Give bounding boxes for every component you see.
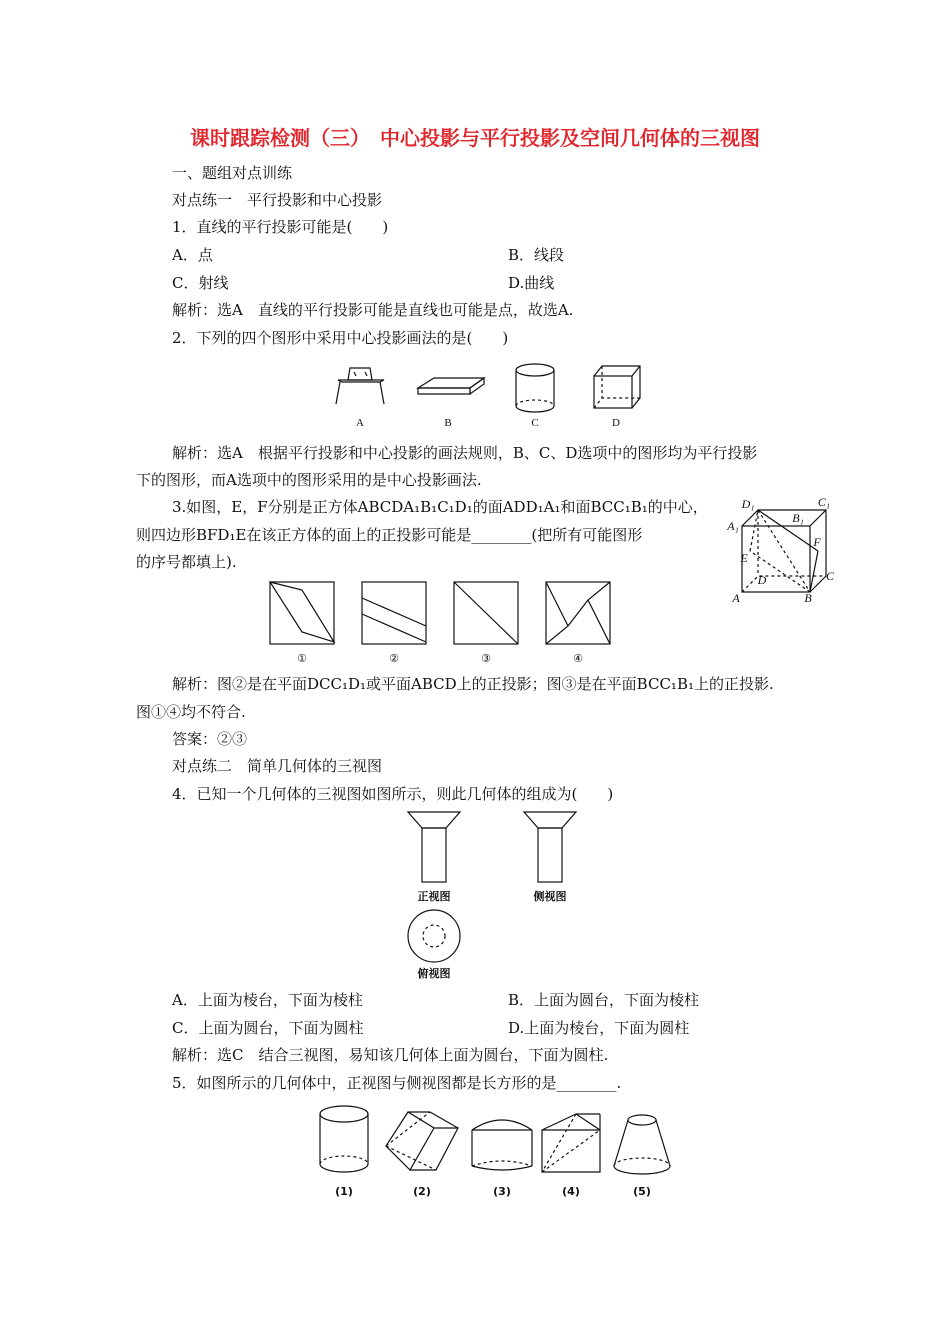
q2-figure-a — [336, 368, 384, 404]
q3-answer: 答案：②③ — [172, 730, 248, 748]
solid-label-5: (5) — [633, 1185, 651, 1198]
q1-option-a: A．点 — [172, 246, 213, 264]
view-label-top: 俯视图 — [417, 967, 451, 980]
q3-projection-figures — [268, 580, 618, 670]
cube-label-c: C — [825, 569, 835, 583]
q4-option-c: C．上面为圆台，下面为圆柱 — [172, 1019, 364, 1037]
proj-label-2: ② — [389, 653, 399, 665]
drill-heading-2: 对点练二 简单几何体的三视图 — [172, 757, 383, 775]
view-label-front: 正视图 — [417, 890, 451, 903]
q2-label-c: C — [531, 417, 539, 429]
q2-figure-b — [418, 378, 484, 394]
q3-cube-figure — [724, 494, 840, 606]
cube-label-a: A — [732, 591, 740, 605]
q1-option-d: D.曲线 — [508, 274, 555, 292]
proj-label-1: ① — [297, 653, 307, 665]
projection-2 — [362, 582, 426, 644]
solid-2-prism — [386, 1112, 458, 1170]
q4-analysis: 解析：选C 结合三视图，易知该几何体上面为圆台，下面为圆柱. — [172, 1046, 609, 1064]
cube-label-b: B — [804, 591, 812, 605]
q4-option-a: A．上面为棱台，下面为棱柱 — [172, 991, 363, 1009]
q1-option-b: B．线段 — [508, 246, 565, 264]
view-label-side: 侧视图 — [533, 890, 567, 903]
solid-label-4: (4) — [562, 1185, 580, 1198]
solid-1-cylinder — [320, 1106, 368, 1172]
q3-stem-1: 3.如图，E，F分别是正方体ABCDA₁B₁C₁D₁的面ADD₁A₁和面BCC₁B₁的中心， — [172, 498, 708, 516]
cube-label-a1: A₁ — [727, 519, 739, 533]
projection-1 — [270, 582, 334, 644]
q1-analysis: 解析：选A 直线的平行投影可能是直线也可能是点，故选A. — [172, 301, 574, 319]
projection-4 — [546, 582, 610, 644]
section-heading: 一、题组对点训练 — [172, 164, 293, 182]
q3-stem-3: 的序号都填上). — [136, 553, 237, 571]
q3-analysis-2: 图①④均不符合. — [136, 703, 246, 721]
q4-option-b: B．上面为圆台，下面为棱柱 — [508, 991, 700, 1009]
solid-3-half-cylinder — [472, 1120, 532, 1170]
solid-label-2: (2) — [413, 1185, 431, 1198]
drill-heading-1: 对点练一 平行投影和中心投影 — [172, 191, 383, 209]
q2-figure-c — [516, 364, 554, 412]
q2-figures — [330, 358, 670, 432]
q3-stem-2: 则四边形BFD₁E在该正方体的面上的正投影可能是________(把所有可能图形 — [136, 526, 643, 544]
q1-stem: 1．直线的平行投影可能是( ) — [172, 218, 389, 236]
q5-stem: 5．如图所示的几何体中，正视图与侧视图都是长方形的是________. — [172, 1074, 622, 1092]
projection-3 — [454, 582, 518, 644]
proj-label-3: ③ — [481, 653, 491, 665]
q2-stem: 2．下列的四个图形中采用中心投影画法的是( ) — [172, 329, 509, 347]
q2-analysis-2: 下的图形，而A选项中的图形采用的是中心投影画法. — [136, 471, 482, 489]
cube-label-e: E — [740, 551, 748, 565]
q2-figure-d — [594, 366, 640, 408]
cube-label-b1: B₁ — [792, 511, 804, 525]
solid-label-1: (1) — [335, 1185, 353, 1198]
page-title: 课时跟踪检测（三） 中心投影与平行投影及空间几何体的三视图 — [190, 126, 760, 150]
q2-analysis-1: 解析：选A 根据平行投影和中心投影的画法规则，B、C、D选项中的图形均为平行投影 — [172, 444, 758, 462]
cube-label-d: D — [757, 573, 767, 587]
q3-analysis-1: 解析：图②是在平面DCC₁D₁或平面ABCD上的正投影；图③是在平面BCC₁B₁上的正投影. — [172, 675, 774, 693]
q5-solids — [306, 1100, 686, 1204]
q2-label-a: A — [356, 417, 364, 429]
cube-label-d1: D₁ — [741, 497, 755, 511]
proj-label-4: ④ — [573, 653, 583, 665]
front-view — [408, 812, 460, 882]
solid-label-3: (3) — [493, 1185, 511, 1198]
solid-4-wedge — [542, 1114, 600, 1172]
q2-label-d: D — [612, 417, 620, 429]
q4-option-d: D.上面为棱台，下面为圆柱 — [508, 1019, 690, 1037]
q2-label-b: B — [444, 417, 452, 429]
q4-stem: 4．已知一个几何体的三视图如图所示，则此几何体的组成为( ) — [172, 785, 614, 803]
cube-label-f: F — [813, 535, 821, 549]
side-view — [524, 812, 576, 882]
solid-5-frustum — [614, 1115, 670, 1174]
top-view — [408, 910, 460, 962]
q4-three-views — [400, 810, 590, 980]
cube-label-c1: C₁ — [817, 495, 831, 509]
q1-option-c: C．射线 — [172, 274, 229, 292]
